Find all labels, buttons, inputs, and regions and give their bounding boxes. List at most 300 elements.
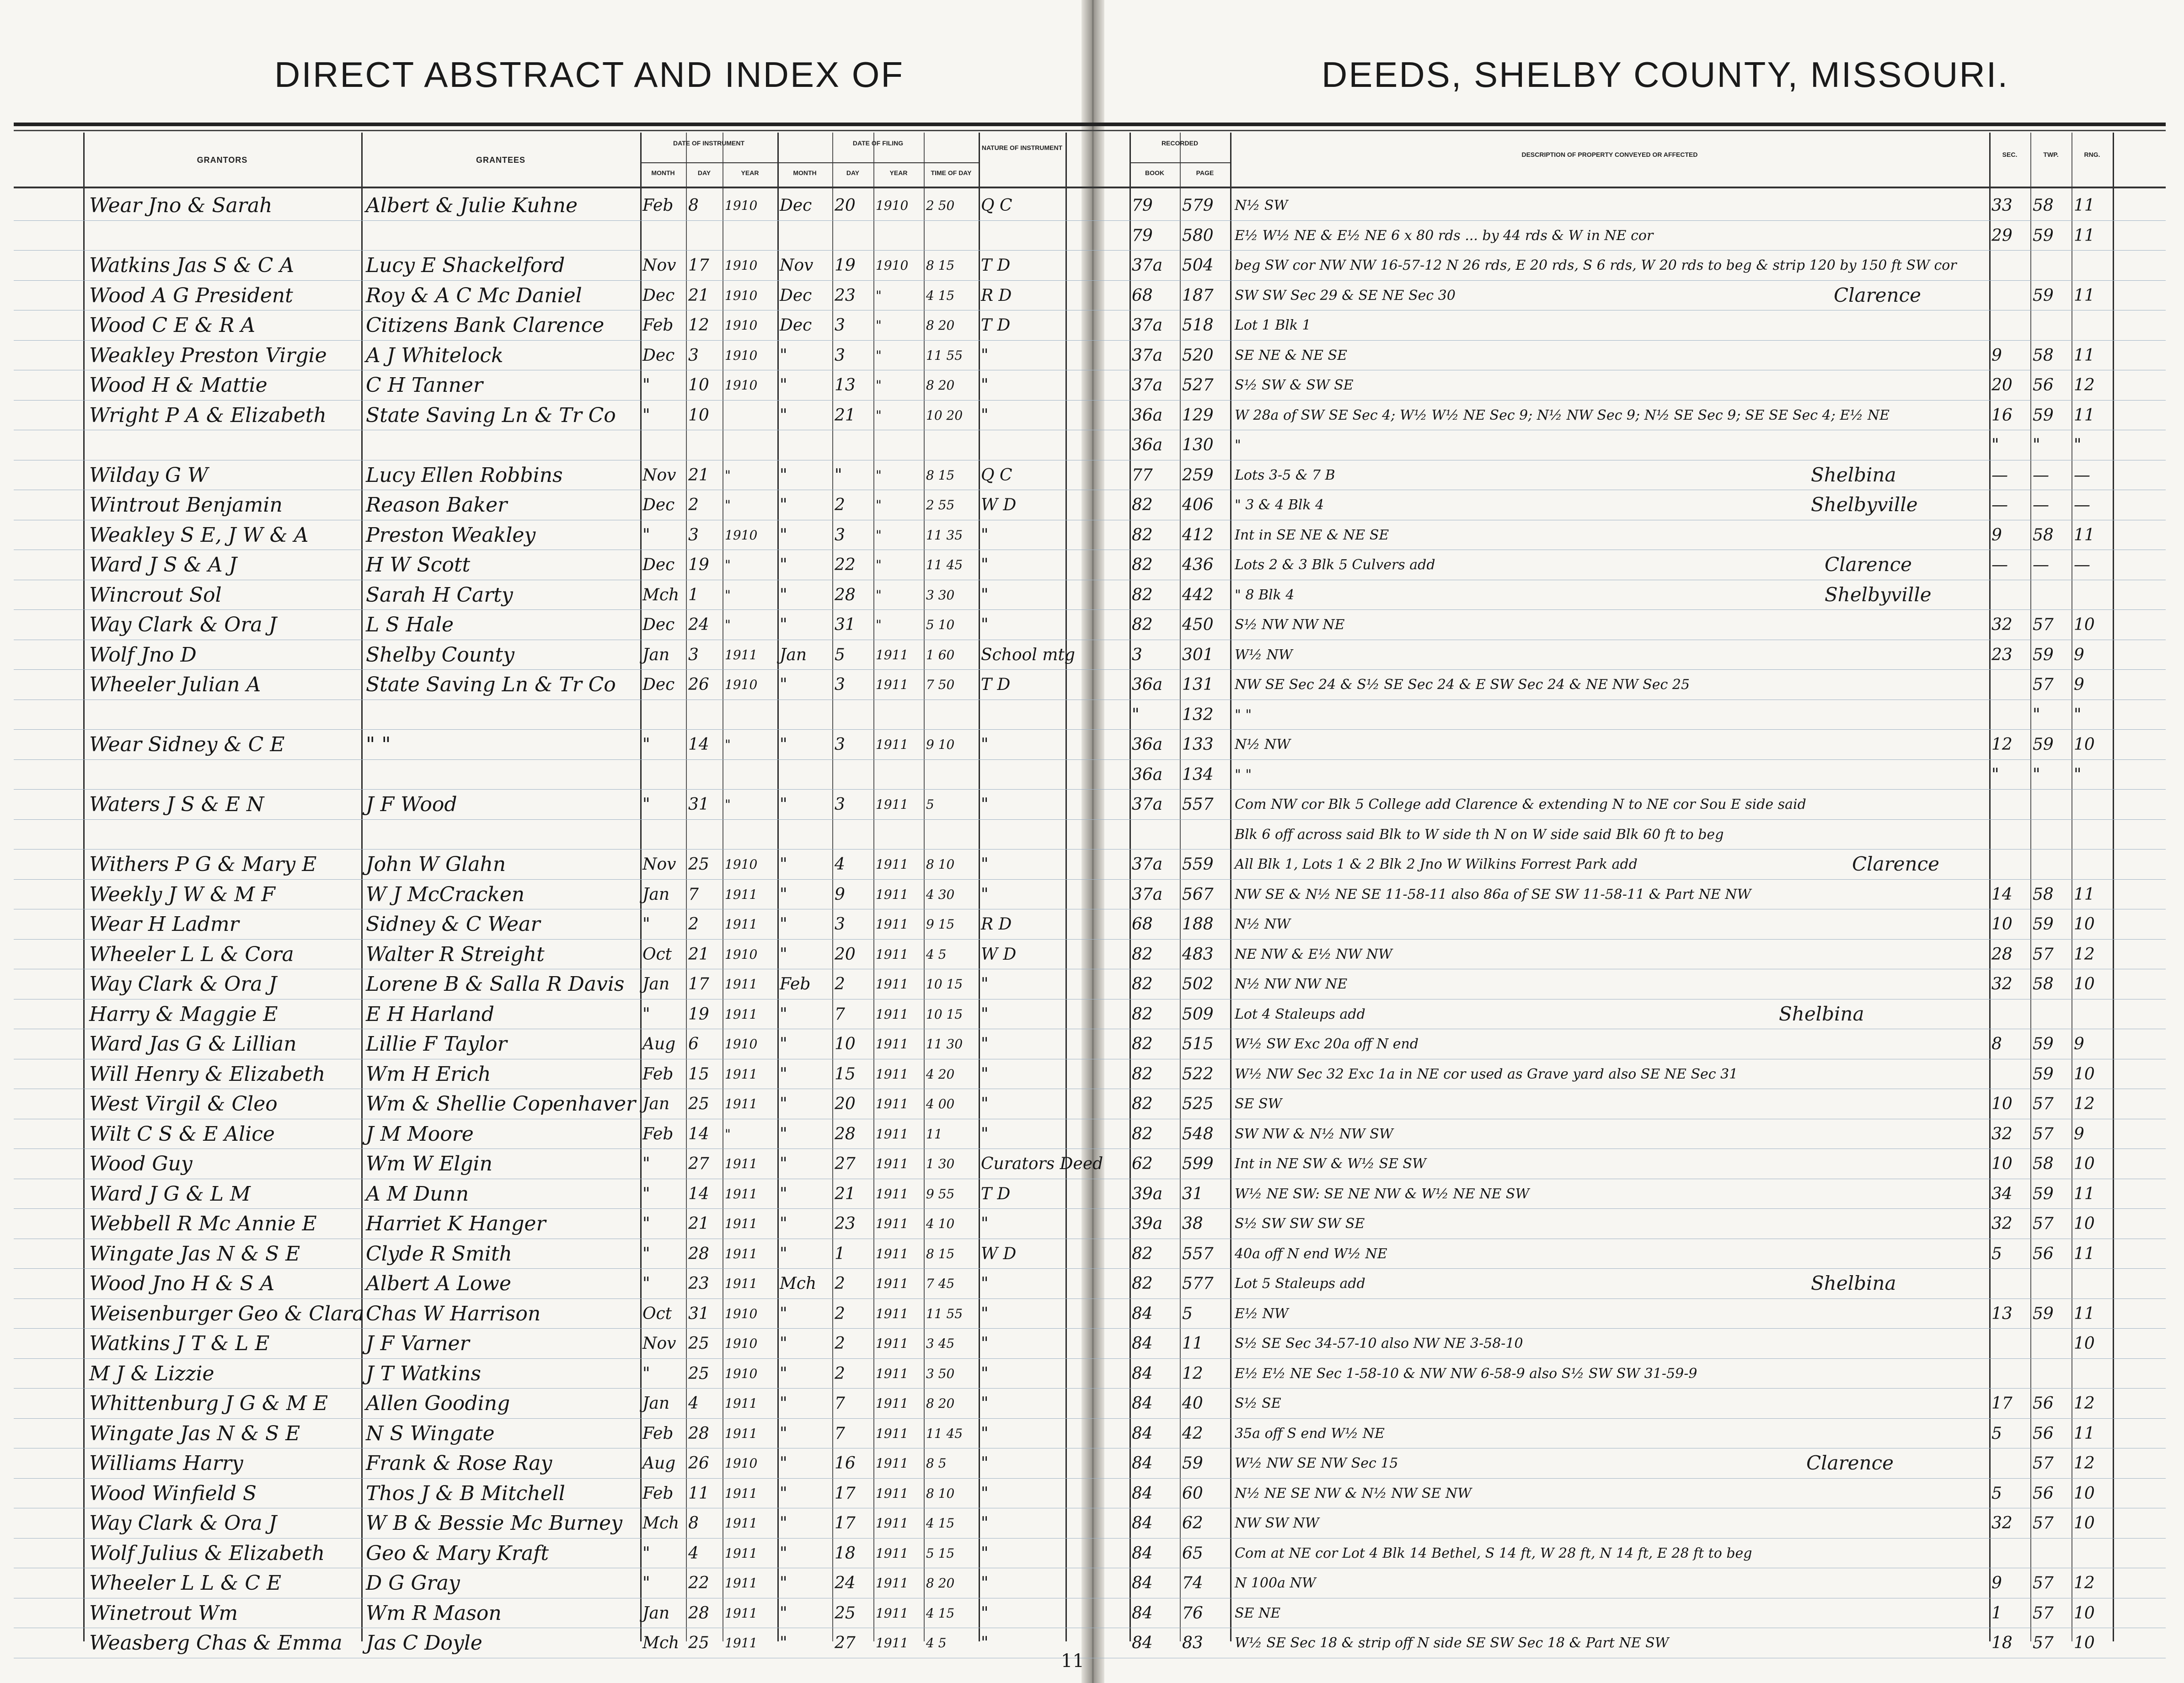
- cell-fm: Nov: [780, 256, 814, 275]
- cell-sec: 18: [1991, 1634, 2013, 1652]
- cell-ft: 5 15: [926, 1545, 955, 1561]
- cell-twp: 58: [2033, 885, 2054, 904]
- cell-im: Dec: [642, 556, 675, 574]
- cell-fm: ": [780, 885, 787, 904]
- table-row: [0, 1330, 2184, 1357]
- cell-grantor: Wear H Ladmr: [89, 913, 239, 936]
- cell-fm: ": [780, 855, 787, 874]
- cell-rng: 11: [2074, 406, 2095, 425]
- cell-page: 483: [1182, 945, 1214, 964]
- cell-fd: 3: [835, 735, 845, 754]
- cell-desc: S½ SW SW SW SE: [1235, 1216, 1365, 1232]
- cell-desc: W½ SE Sec 18 & strip off N side SE SW Sec 18 & Part NE SW: [1235, 1635, 1669, 1651]
- cell-ft: 8 10: [926, 1485, 955, 1501]
- cell-page: 412: [1182, 525, 1214, 545]
- cell-page: 62: [1182, 1514, 1203, 1533]
- cell-ft: 3 50: [926, 1366, 955, 1381]
- cell-fd: 3: [835, 675, 845, 694]
- header-time-of-day: TIME OF DAY: [931, 169, 972, 176]
- cell-twp: —: [2033, 465, 2049, 485]
- cell-book: 84: [1132, 1394, 1153, 1413]
- cell-id: 17: [688, 975, 709, 994]
- header-month: MONTH: [651, 169, 675, 176]
- cell-nat: ": [981, 1064, 989, 1084]
- cell-grantee: Geo & Mary Kraft: [366, 1541, 549, 1565]
- cell-fd: 1: [835, 1244, 845, 1263]
- cell-grantee: Sarah H Carty: [366, 583, 513, 607]
- cell-desc: E½ E½ NE Sec 1-58-10 & NW NW 6-58-9 also S½ SW SW 31-59-9: [1235, 1365, 1697, 1382]
- cell-iy: ": [725, 497, 731, 513]
- cell-page: 65: [1182, 1544, 1203, 1563]
- cell-grantee: J F Varner: [366, 1332, 470, 1355]
- cell-rng: 11: [2074, 346, 2095, 365]
- cell-sec: 9: [1991, 1574, 2002, 1592]
- cell-book: 82: [1132, 1004, 1153, 1024]
- cell-grantor: Wright P A & Elizabeth: [89, 403, 327, 427]
- cell-desc: SW SW Sec 29 & SE NE Sec 30: [1235, 287, 1456, 304]
- row-rule: [14, 1268, 2166, 1269]
- cell-desc: SW NW & N½ NW SW: [1235, 1126, 1393, 1142]
- cell-grantor: Wilday G W: [89, 463, 209, 487]
- cell-ft: 4 15: [926, 288, 955, 303]
- cell-fd: 20: [835, 196, 856, 215]
- cell-twp: 56: [2033, 1484, 2054, 1503]
- cell-fm: ": [780, 615, 787, 634]
- cell-fm: Feb: [780, 975, 811, 994]
- cell-grantee: Wm W Elgin: [366, 1152, 492, 1175]
- cell-book: 39a: [1132, 1214, 1163, 1233]
- cell-iy: 1911: [725, 1276, 758, 1291]
- cell-desc: S½ SW & SW SE: [1235, 377, 1354, 393]
- cell-desc: Com NW cor Blk 5 College add Clarence & extending N to NE cor Sou E side said: [1235, 796, 1806, 812]
- cell-desc: N½ NE SE NW & N½ NW SE NW: [1235, 1485, 1472, 1501]
- cell-iy: ": [725, 737, 731, 752]
- cell-iy: 1910: [725, 1366, 758, 1381]
- cell-grantee: J F Wood: [366, 793, 457, 816]
- cell-page: 59: [1182, 1454, 1203, 1473]
- cell-twp: 57: [2033, 1574, 2054, 1592]
- cell-im: ": [642, 1214, 650, 1233]
- cell-id: 28: [688, 1424, 709, 1443]
- cell-grantee: Jas C Doyle: [366, 1631, 482, 1655]
- cell-book: 82: [1132, 556, 1153, 574]
- cell-fy: 1911: [876, 1246, 909, 1261]
- cell-id: 26: [688, 675, 709, 694]
- cell-book: 36a: [1132, 406, 1163, 425]
- cell-iy: 1911: [725, 887, 758, 902]
- cell-page: 301: [1182, 645, 1214, 664]
- cell-im: ": [642, 406, 650, 425]
- cell-rng: 10: [2074, 1214, 2095, 1233]
- cell-desc: S½ NW NW NE: [1235, 617, 1345, 633]
- cell-grantor: Wear Sidney & C E: [89, 733, 285, 756]
- cell-fm: ": [780, 1484, 787, 1503]
- table-row: [0, 1390, 2184, 1417]
- cell-fm: ": [780, 376, 787, 395]
- cell-grantor: Ward J G & L M: [89, 1182, 251, 1206]
- cell-sec: 32: [1991, 975, 2013, 994]
- cell-iy: 1911: [725, 1156, 758, 1171]
- cell-nat: ": [981, 1514, 989, 1533]
- cell-sec: 13: [1991, 1304, 2013, 1323]
- cell-page: 40: [1182, 1394, 1203, 1413]
- cell-id: 4: [688, 1544, 699, 1563]
- header-subrule: [640, 162, 979, 163]
- cell-ft: 8 15: [926, 258, 955, 273]
- cell-nat: ": [981, 406, 989, 425]
- cell-nat: ": [981, 1544, 989, 1563]
- table-row: [0, 1031, 2184, 1058]
- cell-desc: Lots 2 & 3 Blk 5 Culvers add: [1235, 557, 1435, 573]
- cell-grantor: Wheeler L L & C E: [89, 1571, 282, 1595]
- cell-page: 502: [1182, 975, 1214, 994]
- cell-book: 68: [1132, 286, 1153, 305]
- cell-grantee: John W Glahn: [366, 853, 506, 876]
- cell-ft: 10 15: [926, 977, 963, 992]
- cell-ft: 11 45: [926, 1426, 963, 1441]
- cell-id: 22: [688, 1574, 709, 1592]
- header-rng: RNG.: [2084, 151, 2100, 158]
- cell-fd: 3: [835, 316, 845, 335]
- cell-rng: 9: [2074, 1124, 2084, 1143]
- cell-iy: 1911: [725, 1426, 758, 1441]
- cell-fd: 2: [835, 496, 845, 514]
- cell-nat: Q C: [981, 196, 1012, 215]
- cell-desc: Lot 5 Staleups add: [1235, 1276, 1365, 1292]
- cell-grantee: H W Scott: [366, 553, 471, 577]
- cell-fd: 3: [835, 915, 845, 934]
- cell-ft: 7 45: [926, 1276, 955, 1291]
- cell-fy: 1911: [876, 1276, 909, 1291]
- header-filing-day: DAY: [846, 169, 860, 176]
- row-rule: [14, 280, 2166, 281]
- cell-im: ": [642, 795, 650, 814]
- cell-ft: 4 15: [926, 1605, 955, 1621]
- cell-book: 37a: [1132, 885, 1163, 904]
- cell-grantor: West Virgil & Cleo: [89, 1092, 278, 1116]
- cell-page: 74: [1182, 1574, 1203, 1592]
- cell-iy: ": [725, 587, 731, 603]
- cell-fm: ": [780, 1514, 787, 1533]
- cell-ft: 10 15: [926, 1006, 963, 1022]
- cell-rng: —: [2074, 465, 2090, 485]
- cell-grantor: Weisenburger Geo & Clara: [89, 1302, 364, 1325]
- cell-fm: ": [780, 1004, 787, 1024]
- cell-twp: 58: [2033, 975, 2054, 994]
- cell-rng: 11: [2074, 885, 2095, 904]
- cell-iy: 1911: [725, 1216, 758, 1231]
- town-note: Shelbina: [1779, 1002, 1864, 1025]
- table-row: [0, 1480, 2184, 1507]
- cell-book: ": [1132, 705, 1140, 724]
- cell-fm: ": [780, 1244, 787, 1263]
- cell-sec: 8: [1991, 1035, 2002, 1053]
- row-rule: [14, 1358, 2166, 1359]
- cell-im: Dec: [642, 615, 675, 634]
- cell-im: Nov: [642, 465, 676, 485]
- cell-im: Jan: [642, 1095, 670, 1113]
- cell-fd: 17: [835, 1514, 856, 1533]
- cell-fy: 1911: [876, 1066, 909, 1082]
- cell-book: 37a: [1132, 376, 1163, 395]
- cell-fy: 1911: [876, 1126, 909, 1142]
- cell-grantor: Way Clark & Ora J: [89, 972, 277, 996]
- cell-rng: 11: [2074, 286, 2095, 305]
- cell-rng: —: [2074, 496, 2090, 514]
- cell-im: Mch: [642, 1634, 680, 1652]
- table-row: [0, 1150, 2184, 1178]
- cell-fy: 1911: [876, 1186, 909, 1202]
- cell-desc: SE NE: [1235, 1605, 1281, 1621]
- cell-rng: 10: [2074, 1484, 2095, 1503]
- cell-twp: 59: [2033, 286, 2054, 305]
- cell-ft: 8 20: [926, 318, 955, 333]
- cell-fy: 1911: [876, 677, 909, 692]
- cell-fm: ": [780, 1064, 787, 1084]
- cell-fd: 10: [835, 1035, 856, 1053]
- cell-page: 131: [1182, 675, 1214, 694]
- cell-grantor: Watkins Jas S & C A: [89, 254, 294, 277]
- cell-twp: 58: [2033, 346, 2054, 365]
- cell-grantor: Ward Jas G & Lillian: [89, 1032, 297, 1056]
- cell-page: 577: [1182, 1274, 1214, 1293]
- cell-nat: ": [981, 1574, 989, 1592]
- cell-iy: 1910: [725, 347, 758, 363]
- cell-fy: 1911: [876, 1366, 909, 1381]
- cell-nat: ": [981, 1334, 989, 1353]
- cell-iy: 1911: [725, 1186, 758, 1202]
- cell-im: ": [642, 1364, 650, 1383]
- table-row: [0, 432, 2184, 459]
- cell-desc: W½ NW SE NW Sec 15: [1235, 1455, 1398, 1471]
- cell-desc: W½ SW Exc 20a off N end: [1235, 1036, 1419, 1052]
- cell-nat: ": [981, 885, 989, 904]
- cell-fm: ": [780, 1634, 787, 1652]
- cell-desc: 40a off N end W½ NE: [1235, 1245, 1387, 1262]
- cell-desc: SE NE & NE SE: [1235, 347, 1348, 363]
- cell-fd: 2: [835, 1304, 845, 1323]
- cell-book: 37a: [1132, 855, 1163, 874]
- cell-fd: 20: [835, 945, 856, 964]
- cell-iy: 1910: [725, 258, 758, 273]
- cell-grantor: Wood A G President: [89, 283, 293, 307]
- cell-book: 84: [1132, 1364, 1153, 1383]
- cell-desc: NE NW & E½ NW NW: [1235, 946, 1392, 962]
- cell-sec: 23: [1991, 645, 2013, 664]
- cell-fy: 1911: [876, 1456, 909, 1471]
- cell-grantee: Roy & A C Mc Daniel: [366, 283, 582, 307]
- cell-page: 509: [1182, 1004, 1214, 1024]
- cell-iy: 1911: [725, 1516, 758, 1531]
- cell-im: Aug: [642, 1454, 676, 1473]
- cell-iy: 1910: [725, 288, 758, 303]
- table-row: [0, 1090, 2184, 1118]
- cell-nat: ": [981, 1304, 989, 1323]
- cell-page: 31: [1182, 1184, 1203, 1203]
- cell-ft: 1 30: [926, 1156, 955, 1171]
- cell-desc: Lot 4 Staleups add: [1235, 1006, 1365, 1022]
- cell-grantee: Reason Baker: [366, 493, 508, 517]
- cell-fm: Dec: [780, 286, 812, 305]
- cell-page: 38: [1182, 1214, 1203, 1233]
- cell-nat: W D: [981, 496, 1017, 514]
- cell-book: 37a: [1132, 256, 1163, 275]
- header-year: YEAR: [741, 169, 759, 176]
- cell-ft: 8 15: [926, 467, 955, 483]
- cell-fd: 22: [835, 556, 856, 574]
- cell-id: 27: [688, 1154, 709, 1173]
- cell-fm: ": [780, 1364, 787, 1383]
- cell-fy: 1911: [876, 1096, 909, 1111]
- cell-fd: 3: [835, 346, 845, 365]
- cell-fy: ": [876, 617, 882, 632]
- cell-desc: All Blk 1, Lots 1 & 2 Blk 2 Jno W Wilkins Forrest Park add: [1235, 856, 1638, 872]
- cell-fy: ": [876, 527, 882, 543]
- cell-grantee: Frank & Rose Ray: [366, 1452, 552, 1475]
- cell-iy: 1911: [725, 1605, 758, 1621]
- cell-fm: ": [780, 735, 787, 754]
- cell-im: ": [642, 376, 650, 395]
- town-note: Clarence: [1852, 853, 1939, 875]
- table-row: [0, 701, 2184, 729]
- cell-im: ": [642, 1574, 650, 1592]
- cell-id: 21: [688, 945, 709, 964]
- row-rule: [14, 789, 2166, 790]
- cell-page: 83: [1182, 1634, 1203, 1652]
- cell-id: 1: [688, 585, 699, 604]
- cell-sec: 10: [1991, 1154, 2013, 1173]
- cell-iy: ": [725, 617, 731, 632]
- cell-twp: 56: [2033, 1394, 2054, 1413]
- cell-grantee: Lillie F Taylor: [366, 1032, 507, 1056]
- cell-book: 82: [1132, 1035, 1153, 1053]
- cell-nat: R D: [981, 915, 1012, 934]
- cell-rng: 10: [2074, 735, 2095, 754]
- cell-grantee: L S Hale: [366, 613, 454, 636]
- cell-fy: 1910: [876, 258, 909, 273]
- row-rule: [14, 939, 2166, 940]
- cell-fd: 20: [835, 1095, 856, 1113]
- cell-grantee: Shelby County: [366, 643, 514, 667]
- cell-fd: 7: [835, 1424, 845, 1443]
- cell-grantee: Albert A Lowe: [366, 1272, 511, 1295]
- cell-sec: —: [1991, 556, 2008, 574]
- cell-id: 26: [688, 1454, 709, 1473]
- cell-page: 134: [1182, 765, 1214, 784]
- cell-fy: 1911: [876, 1426, 909, 1441]
- cell-fm: ": [780, 1095, 787, 1113]
- cell-grantor: Harry & Maggie E: [89, 1002, 278, 1026]
- cell-id: 28: [688, 1244, 709, 1263]
- table-row: [0, 821, 2184, 849]
- cell-im: Jan: [642, 645, 670, 664]
- cell-desc: NW SE Sec 24 & S½ SE Sec 24 & E SW Sec 24 & NE NW Sec 25: [1235, 677, 1690, 693]
- cell-iy: 1910: [725, 946, 758, 962]
- cell-rng: 9: [2074, 675, 2084, 694]
- cell-sec: 10: [1991, 915, 2013, 934]
- cell-iy: 1911: [725, 977, 758, 992]
- cell-grantor: Will Henry & Elizabeth: [89, 1062, 326, 1086]
- cell-sec: 10: [1991, 1095, 2013, 1113]
- cell-fd: 24: [835, 1574, 856, 1592]
- cell-desc: W½ NW: [1235, 646, 1293, 663]
- cell-fd: 5: [835, 645, 845, 664]
- cell-nat: ": [981, 615, 989, 634]
- cell-id: 7: [688, 885, 699, 904]
- cell-ft: 8 15: [926, 1246, 955, 1261]
- cell-grantor: Wilt C S & E Alice: [89, 1122, 275, 1146]
- cell-iy: 1911: [725, 1006, 758, 1022]
- cell-rng: 10: [2074, 1064, 2095, 1084]
- cell-grantee: Harriet K Hanger: [366, 1212, 546, 1235]
- cell-book: 82: [1132, 1244, 1153, 1263]
- cell-id: 12: [688, 316, 709, 335]
- cell-iy: ": [725, 557, 731, 572]
- cell-grantor: Wincrout Sol: [89, 583, 222, 607]
- cell-fy: 1911: [876, 1635, 909, 1651]
- cell-twp: 57: [2033, 1124, 2054, 1143]
- cell-ft: 8 20: [926, 1576, 955, 1591]
- cell-iy: 1910: [725, 1306, 758, 1321]
- cell-twp: 56: [2033, 1424, 2054, 1443]
- header-twp: TWP.: [2043, 151, 2059, 158]
- cell-iy: 1910: [725, 198, 758, 213]
- cell-sec: 9: [1991, 346, 2002, 365]
- header-page: PAGE: [1196, 169, 1214, 176]
- table-row: [0, 1210, 2184, 1238]
- cell-grantee: Chas W Harrison: [366, 1302, 541, 1325]
- cell-ft: 11 35: [926, 527, 963, 543]
- cell-twp: 59: [2033, 1304, 2054, 1323]
- cell-rng: 9: [2074, 1035, 2084, 1053]
- cell-rng: 12: [2074, 1454, 2095, 1473]
- table-row: [0, 791, 2184, 818]
- table-row: [0, 192, 2184, 219]
- cell-id: 19: [688, 556, 709, 574]
- table-row: [0, 911, 2184, 938]
- cell-desc: N½ NW NW NE: [1235, 976, 1348, 992]
- row-rule: [14, 849, 2166, 850]
- cell-id: 3: [688, 525, 699, 545]
- cell-fm: ": [780, 406, 787, 425]
- cell-desc: Blk 6 off across said Blk to W side th N on W side said Blk 60 ft to beg: [1235, 826, 1724, 843]
- cell-fd: 25: [835, 1603, 856, 1623]
- header-rule: [14, 123, 2166, 126]
- cell-iy: ": [725, 467, 731, 483]
- cell-nat: ": [981, 1124, 989, 1143]
- cell-grantee: W J McCracken: [366, 882, 525, 906]
- cell-twp: ": [2033, 765, 2040, 784]
- cell-twp: 57: [2033, 615, 2054, 634]
- cell-id: 2: [688, 496, 699, 514]
- cell-fy: ": [876, 288, 882, 303]
- town-note: Clarence: [1834, 283, 1921, 306]
- cell-im: Mch: [642, 585, 680, 604]
- cell-book: 36a: [1132, 436, 1163, 454]
- cell-fd: 19: [835, 256, 856, 275]
- town-note: Shelbina: [1811, 463, 1896, 486]
- cell-rng: 11: [2074, 1304, 2095, 1323]
- table-row: [0, 372, 2184, 399]
- cell-twp: 58: [2033, 1154, 2054, 1173]
- cell-book: 84: [1132, 1574, 1153, 1592]
- cell-ft: 8 20: [926, 1396, 955, 1411]
- header-nature: NATURE OF INSTRUMENT: [981, 144, 1063, 151]
- cell-page: 557: [1182, 795, 1214, 814]
- cell-book: 36a: [1132, 765, 1163, 784]
- town-note: Shelbyville: [1825, 583, 1932, 606]
- cell-page: 60: [1182, 1484, 1203, 1503]
